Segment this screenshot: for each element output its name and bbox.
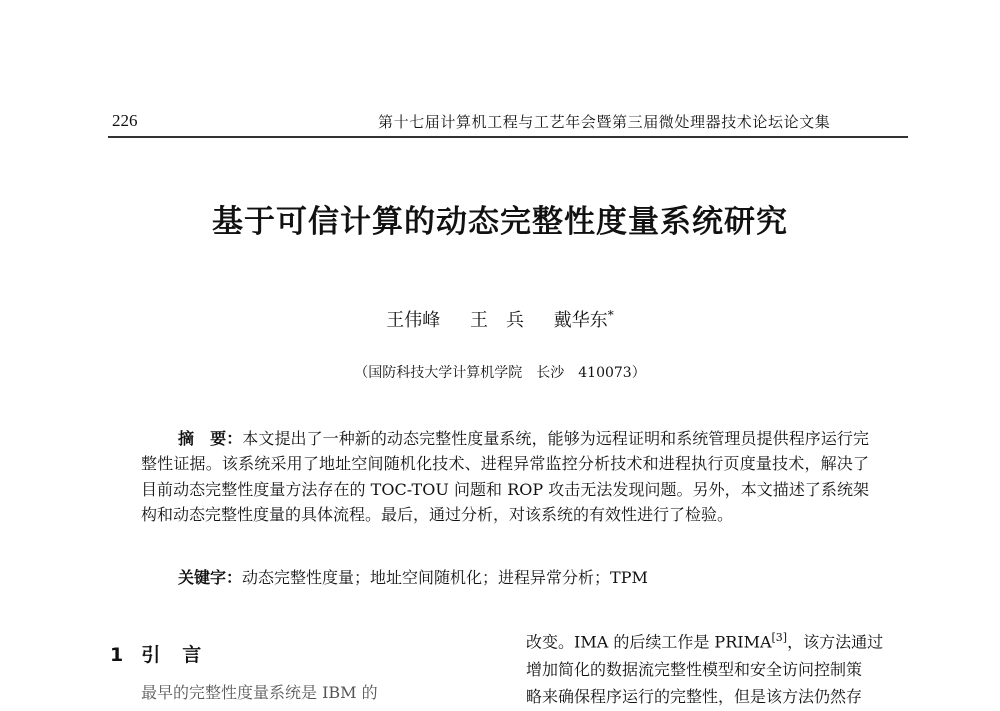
running-header: 第十七届计算机工程与工艺年会暨第三届微处理器技术论坛论文集 <box>378 113 831 131</box>
section-title-char: 引 <box>141 644 161 666</box>
abstract-text: 本文提出了一种新的动态完整性度量系统，能够为远程证明和系统管理员提供程序运行完整性证据。该系统采用了地址空间随机化技术、进程异常监控分析技术和进程执行页度量技术，解决了目前动态完整性度量方法存在的 TOC-TOU 问题和 ROP 攻击无法发现问题。另外，本文描述了系统架构和动态完整性度量的具体流程。最后，通过分析，对该系统的有效性进行了检验。 <box>141 429 869 525</box>
author-name: 王 兵 <box>470 310 524 331</box>
right-column-line <box>526 624 910 656</box>
abstract <box>141 426 869 528</box>
line-text: 改变。IMA 的后续工作是 PRIMA <box>526 632 772 652</box>
page-number: 226 <box>112 111 138 130</box>
line-text: ，该方法通过 <box>787 632 884 652</box>
keywords-label: 关键字： <box>178 568 243 587</box>
section-heading <box>110 640 201 667</box>
keywords-text: 动态完整性度量；地址空间随机化；进程异常分析；TPM <box>242 568 648 587</box>
right-column-text <box>526 624 910 711</box>
left-column-partial-line: 最早的完整性度量系统是 IBM 的 <box>141 683 378 702</box>
right-column-line: 略来确保程序运行的完整性，但是该方法仍然存 <box>526 687 863 707</box>
paper-title: 基于可信计算的动态完整性度量系统研究 <box>212 204 788 240</box>
right-column-line: 增加简化的数据流完整性模型和安全访问控制策 <box>526 659 863 679</box>
abstract-label: 摘 要： <box>178 429 243 448</box>
section-title-char: 言 <box>182 644 202 666</box>
author-name <box>554 310 614 331</box>
author-name-text: 戴华东 <box>553 310 608 331</box>
affiliation: （国防科技大学计算机学院 长沙 410073） <box>354 365 646 381</box>
corresponding-author-mark: * <box>607 308 614 322</box>
citation: [3] <box>771 631 788 644</box>
header-rule <box>108 136 908 138</box>
author-name: 王伟峰 <box>386 310 441 331</box>
section-number: 1 <box>110 644 124 666</box>
keywords <box>178 565 878 588</box>
author-list <box>0 306 1000 332</box>
